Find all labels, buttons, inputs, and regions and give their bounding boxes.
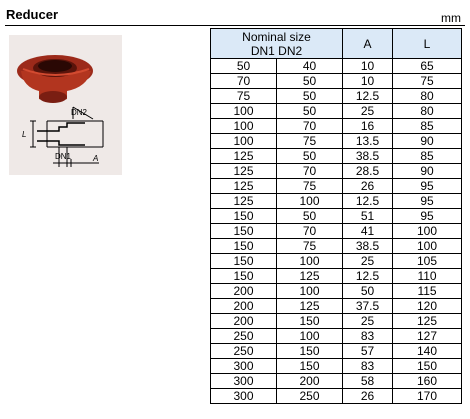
table-row	[211, 374, 462, 389]
table-cell-l: 75	[393, 74, 462, 89]
table-cell-a: 16	[343, 119, 393, 134]
table-cell-a: 50	[343, 284, 393, 299]
table-row	[211, 209, 462, 224]
table-row	[211, 359, 462, 374]
table-cell-l: 150	[393, 359, 462, 374]
table-cell-dn2: 50	[277, 104, 343, 119]
table-row	[211, 269, 462, 284]
table-cell-dn1: 150	[211, 269, 277, 284]
table-row	[211, 164, 462, 179]
table-row	[211, 59, 462, 74]
table-cell-a: 83	[343, 359, 393, 374]
reducer-spec-table	[210, 28, 462, 404]
table-cell-dn2: 50	[277, 89, 343, 104]
table-row	[211, 254, 462, 269]
table-row	[211, 224, 462, 239]
table-cell-a: 25	[343, 104, 393, 119]
table-cell-l: 80	[393, 89, 462, 104]
table-cell-l: 80	[393, 104, 462, 119]
table-cell-dn1: 150	[211, 239, 277, 254]
table-cell-dn1: 250	[211, 344, 277, 359]
table-row	[211, 89, 462, 104]
table-row	[211, 344, 462, 359]
table-cell-dn1: 100	[211, 104, 277, 119]
table-cell-dn1: 200	[211, 284, 277, 299]
table-row	[211, 284, 462, 299]
table-cell-l: 95	[393, 179, 462, 194]
table-row	[211, 299, 462, 314]
table-cell-l: 100	[393, 224, 462, 239]
table-cell-a: 26	[343, 179, 393, 194]
table-cell-dn1: 100	[211, 119, 277, 134]
table-cell-l: 140	[393, 344, 462, 359]
table-cell-dn2: 150	[277, 314, 343, 329]
label-a: A	[93, 154, 99, 163]
table-cell-dn2: 100	[277, 194, 343, 209]
table-cell-dn2: 250	[277, 389, 343, 404]
table-cell-dn1: 75	[211, 89, 277, 104]
table-body	[211, 59, 462, 404]
table-cell-l: 95	[393, 209, 462, 224]
table-cell-dn2: 40	[277, 59, 343, 74]
table-cell-l: 160	[393, 374, 462, 389]
table-cell-dn1: 150	[211, 209, 277, 224]
column-header-a: A	[343, 29, 393, 59]
table-row	[211, 389, 462, 404]
label-l: L	[22, 130, 27, 139]
table-cell-l: 85	[393, 119, 462, 134]
table-cell-l: 110	[393, 269, 462, 284]
table-cell-l: 100	[393, 239, 462, 254]
table-row	[211, 179, 462, 194]
table-cell-dn1: 250	[211, 329, 277, 344]
table-cell-dn1: 150	[211, 224, 277, 239]
table-cell-l: 95	[393, 194, 462, 209]
table-row	[211, 314, 462, 329]
table-cell-dn2: 75	[277, 239, 343, 254]
table-row	[211, 329, 462, 344]
table-cell-a: 57	[343, 344, 393, 359]
table-cell-dn1: 125	[211, 179, 277, 194]
table-cell-dn1: 300	[211, 374, 277, 389]
table-cell-dn1: 200	[211, 314, 277, 329]
table-cell-dn1: 100	[211, 134, 277, 149]
table-cell-dn2: 75	[277, 179, 343, 194]
table-cell-dn1: 300	[211, 359, 277, 374]
table-cell-dn2: 50	[277, 149, 343, 164]
table-cell-dn2: 70	[277, 119, 343, 134]
table-row	[211, 134, 462, 149]
table-cell-a: 51	[343, 209, 393, 224]
table-cell-a: 25	[343, 314, 393, 329]
table-cell-a: 26	[343, 389, 393, 404]
table-cell-l: 125	[393, 314, 462, 329]
table-header-row	[211, 29, 462, 59]
table-cell-a: 13.5	[343, 134, 393, 149]
table-row	[211, 194, 462, 209]
table-row	[211, 239, 462, 254]
dn-label: DN1 DN2	[250, 43, 303, 58]
table-cell-dn2: 150	[277, 359, 343, 374]
table-cell-a: 83	[343, 329, 393, 344]
table-cell-a: 25	[343, 254, 393, 269]
table-cell-dn2: 70	[277, 224, 343, 239]
table-row	[211, 74, 462, 89]
table-cell-a: 12.5	[343, 269, 393, 284]
table-cell-dn2: 125	[277, 269, 343, 284]
table-row	[211, 119, 462, 134]
column-header-l: L	[393, 29, 462, 59]
table-cell-l: 170	[393, 389, 462, 404]
table-cell-a: 38.5	[343, 239, 393, 254]
table-row	[211, 149, 462, 164]
table-cell-dn2: 125	[277, 299, 343, 314]
table-cell-l: 90	[393, 134, 462, 149]
table-cell-dn2: 200	[277, 374, 343, 389]
table-cell-dn2: 150	[277, 344, 343, 359]
table-row	[211, 104, 462, 119]
table-cell-dn1: 150	[211, 254, 277, 269]
reducer-drawing	[9, 35, 122, 175]
table-cell-dn2: 100	[277, 284, 343, 299]
table-cell-dn1: 125	[211, 149, 277, 164]
unit-label: mm	[441, 11, 461, 25]
reducer-photo-icon	[17, 55, 93, 103]
table-cell-l: 90	[393, 164, 462, 179]
table-cell-l: 127	[393, 329, 462, 344]
reducer-figure	[9, 35, 122, 175]
table-cell-l: 65	[393, 59, 462, 74]
table-cell-dn2: 70	[277, 164, 343, 179]
table-cell-a: 28.5	[343, 164, 393, 179]
table-cell-l: 115	[393, 284, 462, 299]
column-header-nominal-size	[211, 29, 343, 59]
page-title: Reducer	[6, 7, 59, 22]
table-cell-a: 12.5	[343, 194, 393, 209]
table-cell-dn2: 75	[277, 134, 343, 149]
table-cell-dn2: 100	[277, 254, 343, 269]
table-cell-dn2: 50	[277, 209, 343, 224]
table-cell-a: 58	[343, 374, 393, 389]
label-dn1: DN1	[55, 152, 72, 161]
table-cell-dn2: 50	[277, 74, 343, 89]
label-dn2: DN2	[71, 108, 88, 117]
table-cell-a: 41	[343, 224, 393, 239]
table-cell-a: 37.5	[343, 299, 393, 314]
table-cell-dn1: 70	[211, 74, 277, 89]
table-cell-a: 10	[343, 74, 393, 89]
table-cell-a: 12.5	[343, 89, 393, 104]
nominal-size-label: Nominal size	[242, 29, 311, 44]
table-cell-l: 105	[393, 254, 462, 269]
table-cell-dn1: 125	[211, 164, 277, 179]
table-cell-a: 38.5	[343, 149, 393, 164]
table-cell-dn2: 100	[277, 329, 343, 344]
table-cell-dn1: 200	[211, 299, 277, 314]
table-cell-dn1: 300	[211, 389, 277, 404]
table-cell-l: 120	[393, 299, 462, 314]
table-cell-a: 10	[343, 59, 393, 74]
table-cell-dn1: 50	[211, 59, 277, 74]
table-cell-l: 85	[393, 149, 462, 164]
header-divider	[5, 25, 465, 26]
table-cell-dn1: 125	[211, 194, 277, 209]
